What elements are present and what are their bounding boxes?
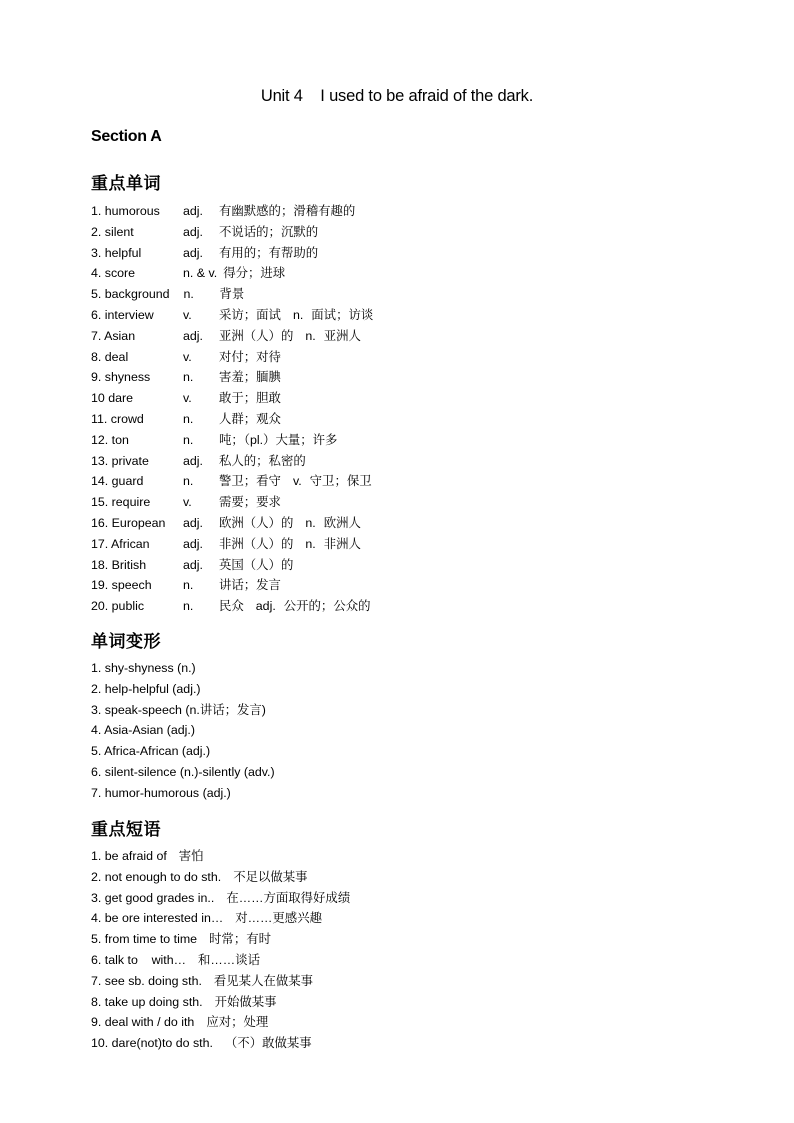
vocab-pos: v.: [183, 307, 192, 322]
vocab-word: 7. Asian: [91, 328, 136, 343]
vocab-word: 9. shyness: [91, 370, 151, 385]
vocab-item: [91, 430, 373, 451]
vocab-item: [91, 347, 373, 368]
vocab-meaning: 采访；面试: [219, 307, 281, 322]
vocab-pos-secondary: n.: [305, 515, 316, 530]
vocab-item: [91, 305, 373, 326]
vocab-item: [91, 409, 373, 430]
vocab-meaning: 亚洲（人）的: [219, 328, 294, 343]
vocab-pos-secondary: v.: [292, 474, 302, 489]
phrase-chinese: 在……方面取得好成绩: [226, 890, 351, 905]
vocab-meaning: 警卫；看守: [219, 474, 281, 489]
word-form-item: 6. silent-silence (n.)-silently (adv.): [91, 764, 275, 779]
section-heading: Section A: [91, 128, 162, 145]
vocab-word: 8. deal: [91, 349, 129, 364]
vocab-item: [91, 596, 373, 617]
vocab-meaning: 有用的；有帮助的: [219, 245, 319, 260]
vocab-pos: adj.: [183, 204, 203, 218]
word-form-item: 7. humor-humorous (adj.): [91, 785, 231, 800]
phrase-chinese: 开始做某事: [214, 994, 277, 1009]
phrases-list: [91, 846, 350, 1054]
vocab-pos: adj.: [183, 245, 203, 260]
vocab-item: [91, 471, 373, 492]
vocab-word: 18. British: [91, 557, 147, 572]
phrases-heading: 重点短语: [91, 820, 161, 840]
phrase-english: 10. dare(not)to do sth.: [91, 1036, 213, 1051]
phrase-english: 7. see sb. doing sth.: [91, 973, 202, 988]
vocab-item: [91, 534, 373, 555]
vocab-meaning: 不说话的；沉默的: [219, 224, 319, 239]
phrase-item: [91, 908, 350, 929]
phrase-english: 6. talk to with…: [91, 952, 187, 967]
phrase-item: [91, 992, 350, 1013]
vocab-meaning: 人群；观众: [219, 411, 281, 426]
phrase-chinese: 时常；有时: [209, 932, 271, 947]
vocab-meaning: 英国（人）的: [219, 557, 294, 572]
phrase-chinese: 不足以做某事: [233, 869, 308, 884]
word-form-item: 5. Africa-African (adj.): [91, 744, 211, 759]
word-form-item: 2. help-helpful (adj.): [91, 681, 201, 696]
phrase-item: [91, 971, 350, 992]
vocab-meaning: 背景: [219, 287, 245, 302]
vocab-word: 20. public: [91, 599, 145, 614]
phrase-english: 3. get good grades in..: [91, 890, 215, 905]
phrase-english: 2. not enough to do sth.: [91, 869, 222, 884]
vocab-meaning: 害羞；腼腆: [219, 370, 281, 385]
vocab-pos-secondary: n.: [292, 307, 304, 322]
vocab-list: [91, 201, 373, 617]
vocab-word: 6. interview: [91, 307, 154, 322]
phrase-item: [91, 846, 350, 867]
vocab-pos: n.: [183, 578, 194, 593]
vocab-word: 1. humorous: [91, 204, 160, 218]
vocab-word: 19. speech: [91, 578, 152, 593]
vocab-word: 15. require: [91, 495, 151, 510]
vocab-item: [91, 513, 373, 534]
phrase-item: [91, 950, 350, 971]
vocab-pos-secondary: n.: [305, 328, 316, 343]
word-form-item: 1. shy-shyness (n.): [91, 661, 196, 675]
vocab-pos: adj.: [183, 328, 203, 343]
vocab-word: 2. silent: [91, 224, 134, 239]
vocab-meaning: 有幽默感的；滑稽有趣的: [219, 204, 356, 218]
phrase-item: [91, 888, 350, 909]
vocab-item: [91, 492, 373, 513]
vocab-pos: adj.: [183, 557, 203, 572]
vocab-meaning-secondary: 公开的；公众的: [283, 599, 371, 614]
vocab-pos-secondary: n.: [305, 536, 316, 551]
vocab-word: 14. guard: [91, 474, 144, 489]
vocab-meaning-secondary: 非洲人: [323, 536, 361, 551]
vocab-item: [91, 388, 373, 409]
phrase-item: [91, 1012, 350, 1033]
vocab-meaning: 私人的；私密的: [219, 453, 306, 468]
vocab-item: [91, 243, 373, 264]
vocab-pos: n. & v.: [183, 266, 218, 281]
phrase-chinese: 看见某人在做某事: [213, 973, 314, 988]
vocab-meaning-secondary: 欧洲人: [323, 515, 361, 530]
vocab-word: 4. score: [91, 266, 136, 281]
vocab-word: 3. helpful: [91, 245, 142, 260]
vocab-pos: v.: [183, 349, 192, 364]
vocab-pos: v.: [183, 495, 192, 510]
vocab-pos: adj.: [183, 224, 203, 239]
phrase-item: [91, 929, 350, 950]
vocab-meaning: 讲话；发言: [219, 578, 281, 593]
vocab-meaning: 对付；对待: [219, 349, 281, 364]
vocab-pos: n.: [183, 370, 194, 385]
phrase-chinese: 和……谈话: [198, 952, 260, 967]
vocab-item: [91, 575, 373, 596]
vocab-item: [91, 201, 373, 222]
vocab-item: [91, 555, 373, 576]
vocab-item: [91, 451, 373, 472]
vocab-word: 13. private: [91, 453, 149, 468]
phrase-english: 5. from time to time: [91, 932, 198, 947]
vocab-pos: v.: [183, 391, 192, 406]
vocab-meaning: 非洲（人）的: [219, 536, 294, 551]
word-forms-list: [91, 658, 275, 804]
vocab-pos: n.: [183, 599, 194, 614]
vocab-item: [91, 326, 373, 347]
vocab-word: 17. African: [91, 536, 150, 551]
vocab-meaning: 欧洲（人）的: [219, 515, 294, 530]
vocab-word: 5. background: [91, 287, 170, 302]
vocab-meaning-secondary: 守卫；保卫: [309, 474, 372, 489]
vocab-item: [91, 284, 373, 305]
vocab-meaning: 需要；要求: [219, 495, 281, 510]
vocab-word: 10 dare: [91, 391, 134, 406]
vocab-word: 16. European: [91, 515, 166, 530]
vocab-pos: adj.: [183, 536, 203, 551]
vocab-word: 11. crowd: [91, 411, 144, 426]
vocab-item: [91, 222, 373, 243]
phrase-chinese: （不）敢做某事: [224, 1036, 312, 1051]
vocab-pos: adj.: [183, 453, 203, 468]
phrase-item: [91, 867, 350, 888]
vocab-meaning: 吨；（pl.）大量；许多: [219, 432, 338, 447]
vocab-meaning: 民众: [219, 599, 244, 614]
vocab-heading: 重点单词: [91, 174, 161, 194]
phrase-english: 8. take up doing sth.: [91, 994, 203, 1009]
vocab-pos: n.: [183, 474, 194, 489]
vocab-pos: n.: [183, 411, 194, 426]
vocab-pos: adj.: [183, 515, 203, 530]
vocab-pos: n.: [183, 432, 194, 447]
vocab-meaning: 得分；进球: [223, 266, 286, 281]
phrase-chinese: 应对；处理: [206, 1015, 269, 1030]
phrase-chinese: 害怕: [178, 849, 204, 863]
vocab-meaning-secondary: 亚洲人: [323, 328, 361, 343]
vocab-item: [91, 367, 373, 388]
vocab-meaning-secondary: 面试；访谈: [311, 307, 374, 322]
phrase-item: [91, 1033, 350, 1054]
vocab-item: [91, 263, 373, 284]
vocab-word: 12. ton: [91, 432, 129, 447]
vocab-pos: n.: [183, 287, 194, 302]
vocab-pos-secondary: adj.: [255, 599, 276, 614]
word-form-item: 3. speak-speech (n.讲话；发言): [91, 702, 266, 717]
phrase-english: 4. be ore interested in…: [91, 911, 224, 926]
phrase-english: 9. deal with / do ith: [91, 1015, 195, 1030]
vocab-meaning: 敢于；胆敢: [219, 391, 281, 406]
page-title: Unit 4 I used to be afraid of the dark.: [260, 87, 534, 105]
phrase-english: 1. be afraid of: [91, 849, 167, 863]
phrase-chinese: 对……更感兴趣: [235, 911, 322, 926]
word-form-item: 4. Asia-Asian (adj.): [91, 723, 195, 738]
word-forms-heading: 单词变形: [91, 632, 161, 652]
